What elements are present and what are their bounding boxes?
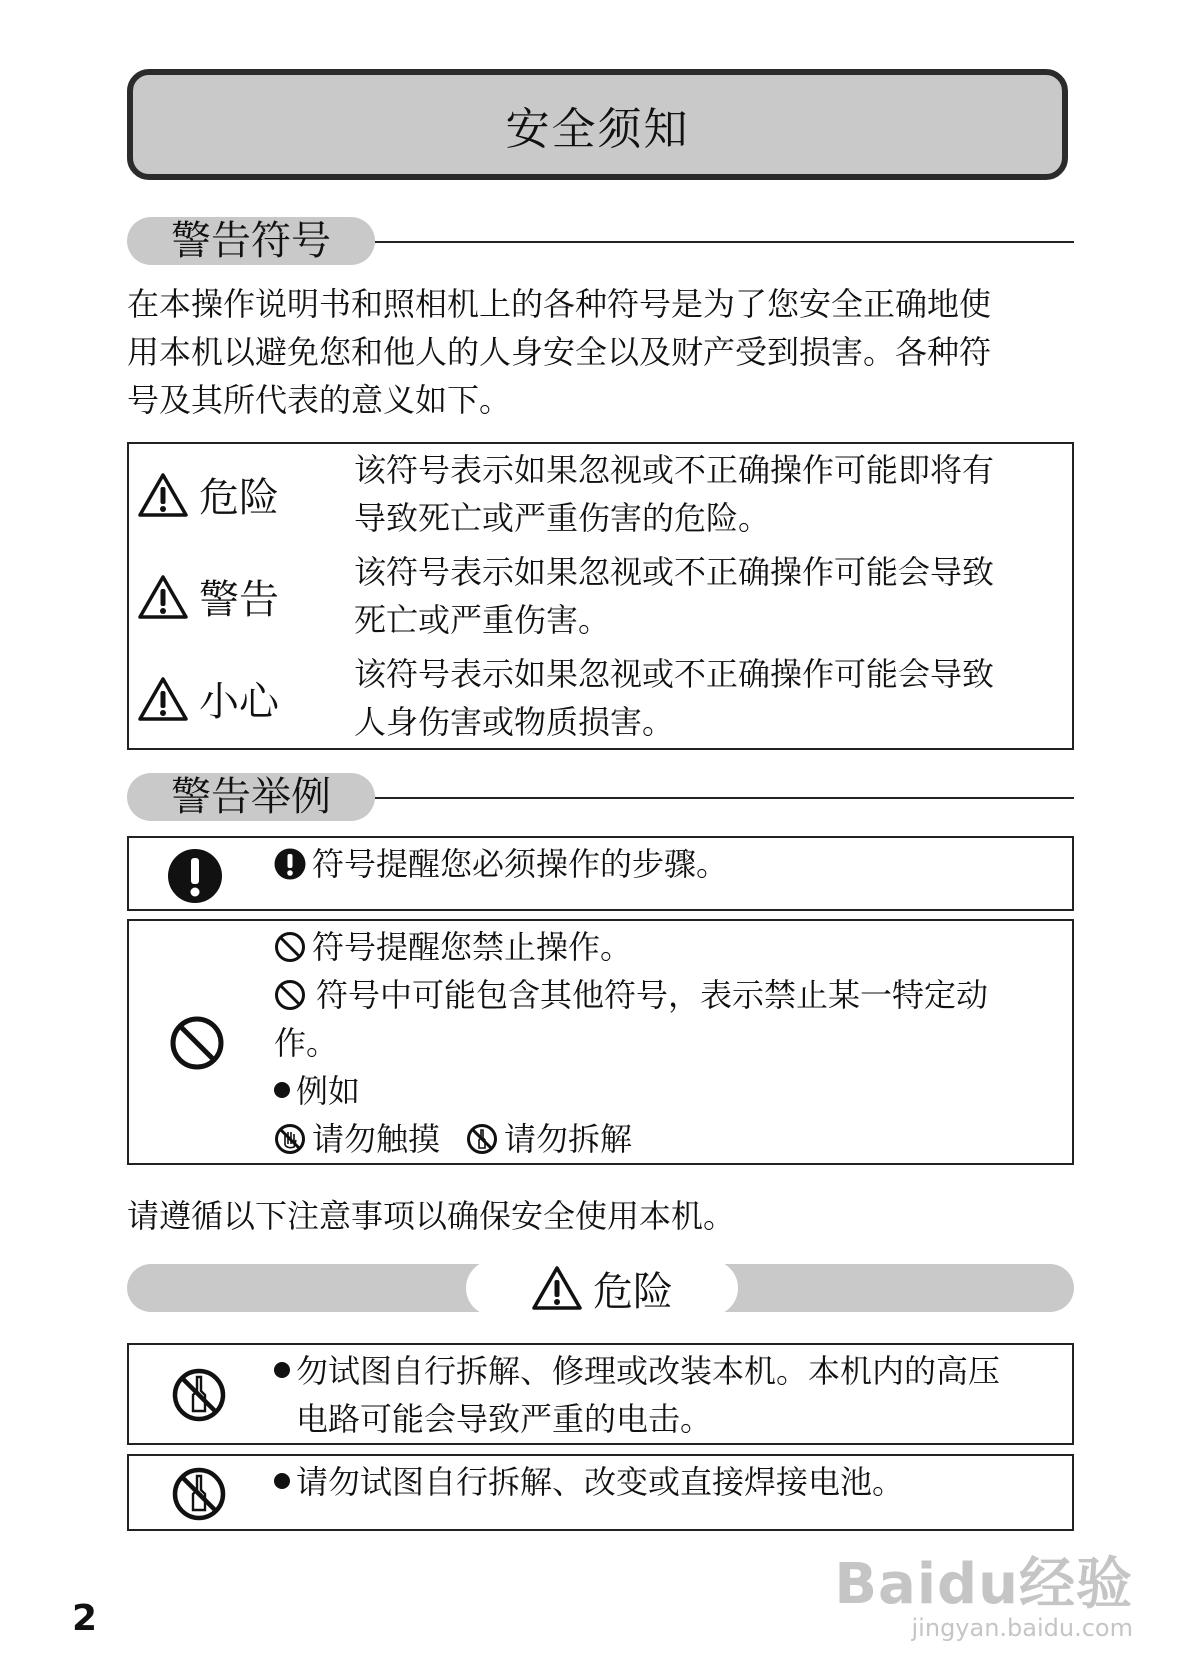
intro-line: 在本操作说明书和照相机上的各种符号是为了您安全正确地使 xyxy=(127,285,992,323)
hazard-level-description xyxy=(354,548,1069,644)
prohibition-line xyxy=(274,923,1074,971)
warning-triangle-icon xyxy=(137,676,189,722)
mandatory-action-icon xyxy=(274,848,306,880)
prohibition-icon xyxy=(274,979,306,1011)
intro-paragraph xyxy=(127,280,1077,424)
prohibition-text: 符号提醒您禁止操作。 xyxy=(312,928,633,966)
mandatory-text: 符号提醒您必须操作的步骤。 xyxy=(312,845,729,883)
mandatory-example-box xyxy=(127,836,1074,911)
warning-triangle-icon xyxy=(531,1265,583,1311)
danger-heading-label: 危险 xyxy=(593,1268,673,1315)
warning-triangle-icon xyxy=(137,574,189,620)
danger-item-line xyxy=(274,1458,1074,1506)
hazard-level-label: 小心 xyxy=(199,679,279,725)
intro-line: 用本机以避免您和他人的人身安全以及财产受到损害。各种符 xyxy=(127,333,992,371)
watermark-url: jingyan.baidu.com xyxy=(911,1614,1133,1642)
watermark-brand: Baidu经验 xyxy=(834,1552,1133,1617)
danger-item-line-text: 勿试图自行拆解、修理或改装本机。本机内的高压 xyxy=(296,1352,1001,1390)
prohibition-line xyxy=(274,971,1074,1019)
page-title-text: 安全须知 xyxy=(505,103,690,155)
section-heading-warning-symbols xyxy=(127,217,1074,265)
danger-item-line-text: 请勿试图自行拆解、改变或直接焊接电池。 xyxy=(296,1463,905,1501)
bullet-icon xyxy=(274,1362,290,1378)
description-line: 人身伤害或物质损害。 xyxy=(354,703,675,741)
danger-section-heading xyxy=(466,1260,738,1316)
warning-triangle-icon xyxy=(137,472,189,518)
section-heading-rule xyxy=(375,797,1074,799)
safety-notice: 请遵循以下注意事项以确保安全使用本机。 xyxy=(127,1197,736,1235)
hazard-level-danger xyxy=(137,466,279,523)
description-line: 死亡或严重伤害。 xyxy=(354,601,611,639)
page-title xyxy=(127,69,1068,180)
page-number: 2 xyxy=(72,1598,98,1639)
description-line: 导致死亡或严重伤害的危险。 xyxy=(354,499,771,537)
hazard-level-description xyxy=(354,446,1069,542)
danger-item xyxy=(127,1343,1074,1445)
description-line: 该符号表示如果忽视或不正确操作可能会导致 xyxy=(354,655,995,693)
example-label-line xyxy=(274,1067,1074,1115)
no-disassemble-label: 请勿拆解 xyxy=(504,1120,633,1158)
danger-item-text xyxy=(274,1458,1074,1506)
hazard-level-caution xyxy=(137,670,279,727)
no-touch-icon xyxy=(274,1123,306,1155)
mandatory-action-icon xyxy=(167,848,223,904)
no-touch-label: 请勿触摸 xyxy=(312,1120,441,1158)
danger-item-text xyxy=(274,1347,1074,1443)
description-line: 该符号表示如果忽视或不正确操作可能会导致 xyxy=(354,553,995,591)
intro-line: 号及其所代表的意义如下。 xyxy=(127,381,512,419)
danger-item xyxy=(127,1454,1074,1531)
section-heading-label: 警告举例 xyxy=(127,773,375,821)
watermark xyxy=(834,1540,1133,1642)
prohibition-example-box xyxy=(127,919,1074,1165)
hazard-level-warning xyxy=(137,568,279,625)
section-heading-label: 警告符号 xyxy=(127,217,375,265)
danger-item-line: 电路可能会导致严重的电击。 xyxy=(296,1400,713,1438)
bullet-icon xyxy=(274,1082,290,1098)
description-line: 该符号表示如果忽视或不正确操作可能即将有 xyxy=(354,451,995,489)
danger-item-line xyxy=(274,1347,1074,1395)
prohibition-text: 作。 xyxy=(274,1024,339,1062)
no-disassemble-icon xyxy=(466,1123,498,1155)
example-label: 例如 xyxy=(296,1072,361,1110)
hazard-level-label: 警告 xyxy=(199,577,279,623)
hazard-level-label: 危险 xyxy=(199,475,279,521)
hazard-level-description xyxy=(354,650,1069,746)
hazard-levels-table xyxy=(127,442,1074,750)
prohibition-icon xyxy=(169,1015,225,1071)
prohibition-description xyxy=(274,923,1074,1163)
section-heading-warning-examples xyxy=(127,773,1074,821)
example-icons-line xyxy=(274,1115,1074,1163)
no-disassemble-icon xyxy=(171,1466,227,1522)
prohibition-icon xyxy=(274,931,306,963)
no-disassemble-icon xyxy=(171,1367,227,1423)
mandatory-description xyxy=(274,840,728,888)
section-heading-rule xyxy=(375,241,1074,243)
prohibition-text: 符号中可能包含其他符号，表示禁止某一特定动 xyxy=(316,976,989,1014)
bullet-icon xyxy=(274,1473,290,1489)
